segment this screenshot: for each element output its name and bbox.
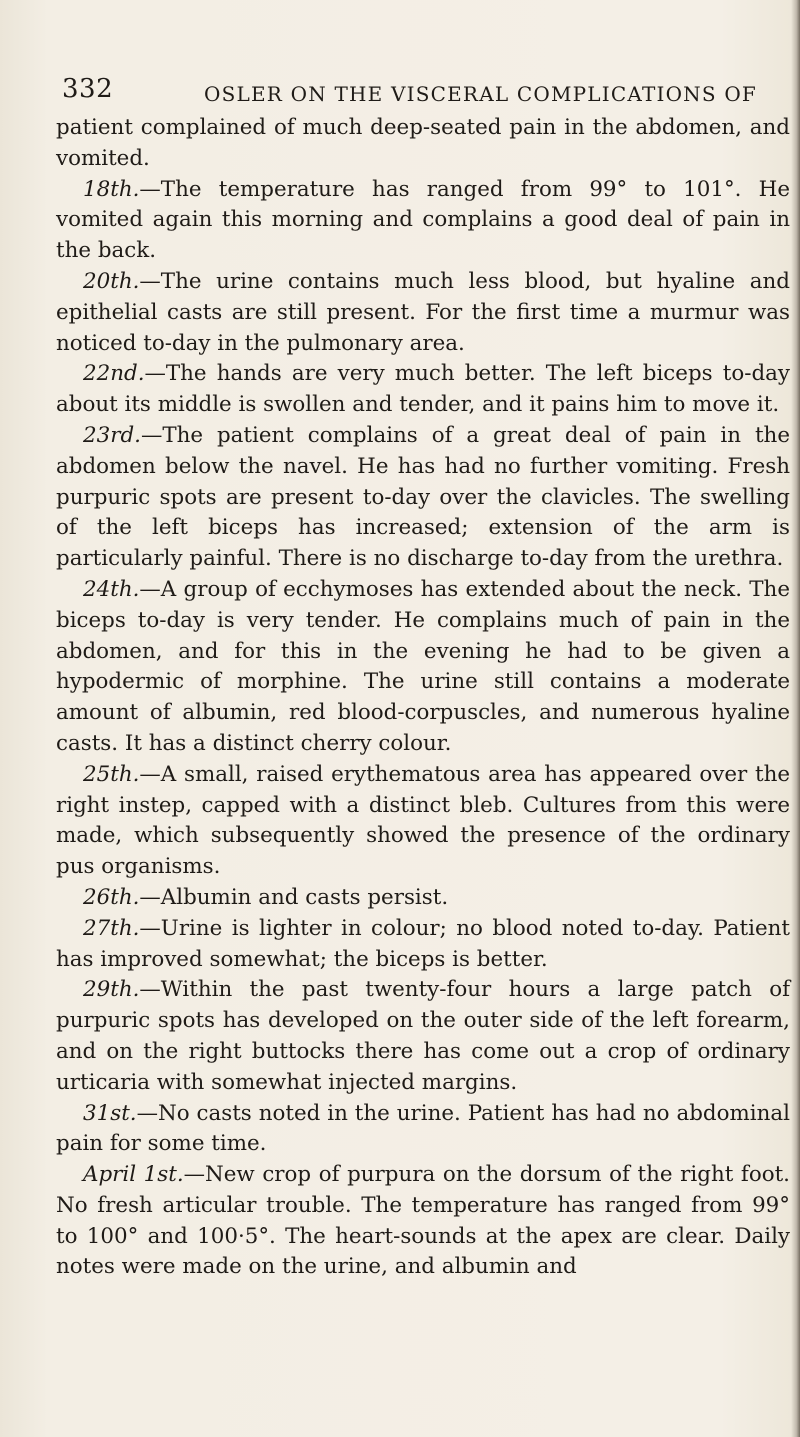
paragraph-entry [56, 175, 790, 267]
paragraph-entry [56, 914, 790, 976]
entry-date: 24th. [83, 576, 140, 602]
running-title: OSLER ON THE VISCERAL COMPLICATIONS OF [204, 82, 758, 106]
paragraph-entry [56, 575, 790, 760]
paragraph-text: —A group of ecchymoses has extended about the neck. The biceps to-day is very tender. He complains much of pain in the abdomen, and for this in the evening he had to be given a hypodermic of morphine. The urine still contains a moderate amount of albumin, red blood-corpuscles, and numerous hyaline casts. It has a distinct cherry colour. [56, 576, 790, 756]
paragraph-continuation [56, 113, 790, 175]
paragraph-text: —Within the past twenty-four hours a large patch of purpuric spots has developed on the outer side of the left forearm, and on the right buttocks there has come out a crop of ordinary urticaria with somewhat injected margins. [56, 977, 790, 1095]
paragraph-text: —No casts noted in the urine. Patient has had no abdominal pain for some time. [56, 1100, 790, 1157]
entry-date: 18th. [83, 176, 140, 202]
entry-date: 26th. [83, 884, 140, 910]
entry-date: 22nd. [83, 361, 145, 387]
body-text [56, 113, 790, 1283]
entry-date: 31st. [83, 1100, 137, 1126]
paragraph-text: —New crop of purpura on the dorsum of the right foot. No fresh articular trouble. The temperature has ranged from 99° to 100° and 100·5°. The heart-sounds at the apex are clear. Daily notes were made on the urine, and albumin and [56, 1162, 790, 1280]
entry-date: 25th. [83, 761, 140, 787]
paragraph-text: —Urine is lighter in colour; no blood noted to-day. Patient has improved somewhat; the biceps is better. [56, 915, 790, 972]
page-edge-shadow [791, 0, 800, 1437]
paragraph-entry [56, 267, 790, 359]
entry-date: 29th. [83, 977, 140, 1003]
paragraph-entry [56, 760, 790, 883]
paragraph-text: —The patient complains of a great deal of pain in the abdomen below the navel. He has had no further vomiting. Fresh purpuric spots are present to-day over the clavicles. The swelling of the left biceps has increased; extension of the arm is particularly painful. There is no discharge to-day from the urethra. [56, 422, 790, 572]
paragraph-text: —The urine contains much less blood, but hyaline and epithelial casts are still present. For the first time a murmur was noticed to-day in the pulmonary area. [56, 268, 790, 356]
page-header [62, 74, 758, 108]
paragraph-text: —A small, raised erythematous area has appeared over the right instep, capped with a distinct bleb. Cultures from this were made, which subsequently showed the presence of the ordinary pus organisms. [56, 761, 790, 880]
entry-date: 20th. [83, 268, 140, 294]
entry-date: 27th. [83, 915, 140, 941]
paragraph-text: —The temperature has ranged from 99° to 101°. He vomited again this morning and complains a good deal of pain in the back. [56, 176, 790, 264]
entry-date: 23rd. [83, 422, 141, 448]
paragraph-entry [56, 883, 790, 914]
paragraph-entry [56, 421, 790, 575]
paragraph-entry [56, 1099, 790, 1161]
paragraph-text: —Albumin and casts persist. [139, 884, 449, 910]
paragraph-entry [56, 1160, 790, 1283]
paragraph-entry [56, 975, 790, 1098]
paragraph-entry [56, 359, 790, 421]
page-number: 332 [62, 74, 114, 104]
paragraph-text: patient complained of much deep-seated pain in the abdomen, and vomited. [56, 115, 790, 171]
entry-date: April 1st. [83, 1162, 184, 1188]
paragraph-text: —The hands are very much better. The left biceps to-day about its middle is swollen and tender, and it pains him to move it. [56, 361, 790, 418]
